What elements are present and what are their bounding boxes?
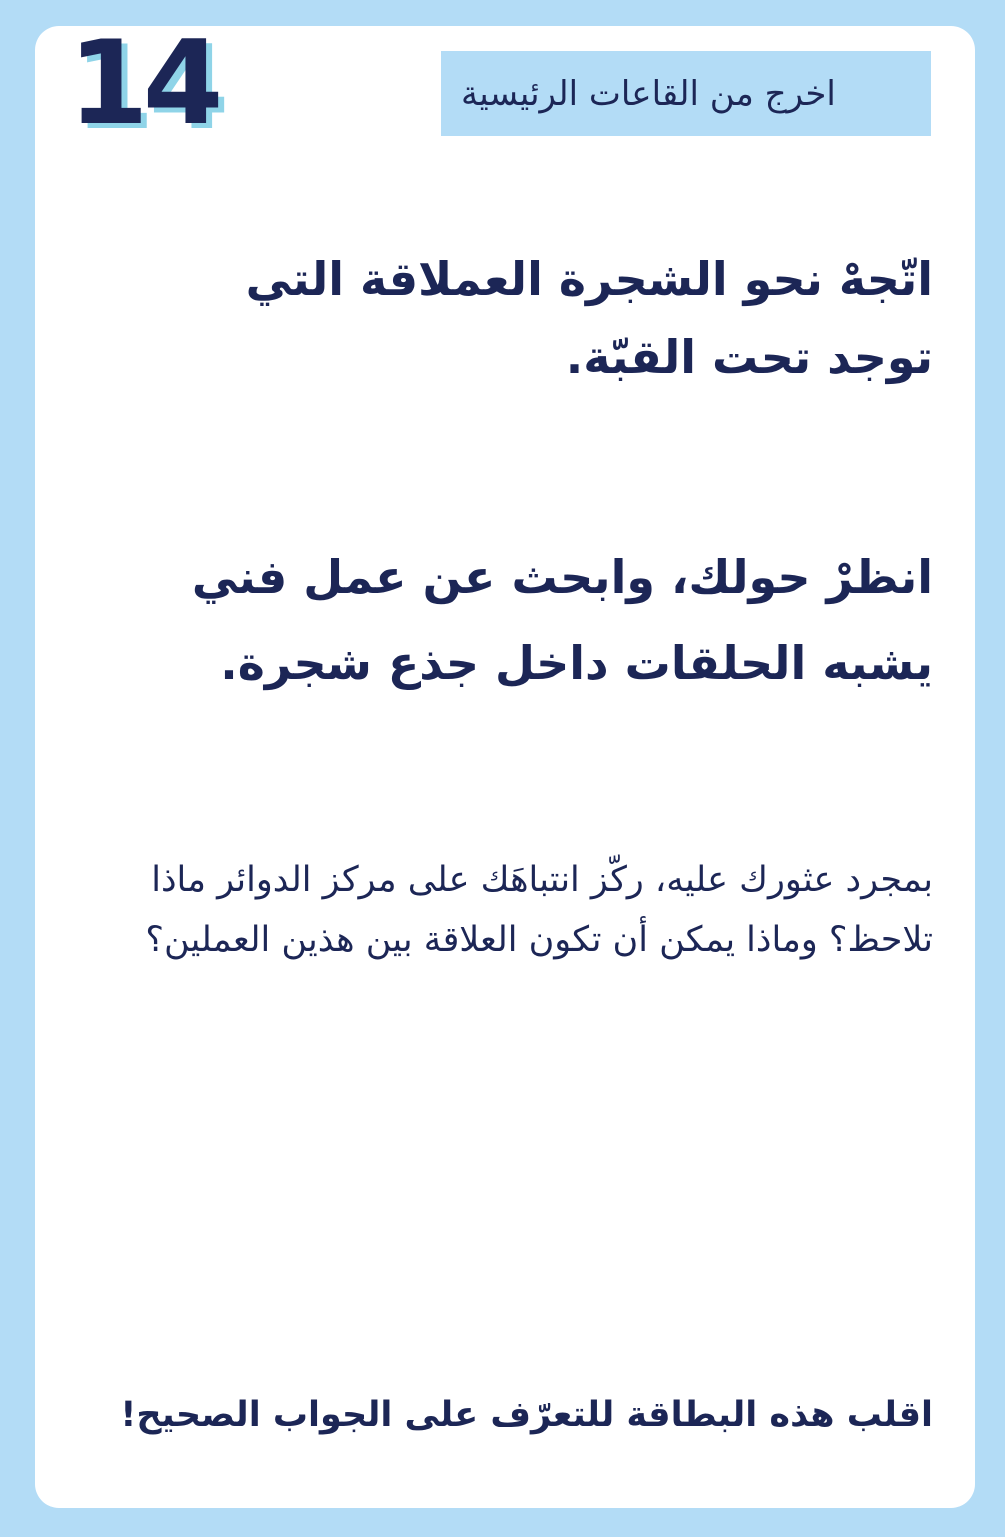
question-text: بمجرد عثورك عليه، ركّز انتباهَك على مركز الدوائر ماذا تلاحظ؟ وماذا يمكن أن تكون العلاقة بين هذين العملين؟: [145, 860, 933, 960]
card-number: 14: [68, 16, 218, 151]
section-tag: اخرج من القاعات الرئيسية: [441, 51, 931, 136]
instruction-text-2: انظرْ حولك، وابحث عن عمل فني يشبه الحلقات داخل جذع شجرة.: [191, 550, 933, 690]
instruction-text-1: اتّجهْ نحو الشجرة العملاقة التي توجد تحت القبّة.: [245, 252, 933, 384]
flip-card-note: اقلب هذه البطاقة للتعرّف على الجواب الصحيح!: [120, 1395, 933, 1435]
